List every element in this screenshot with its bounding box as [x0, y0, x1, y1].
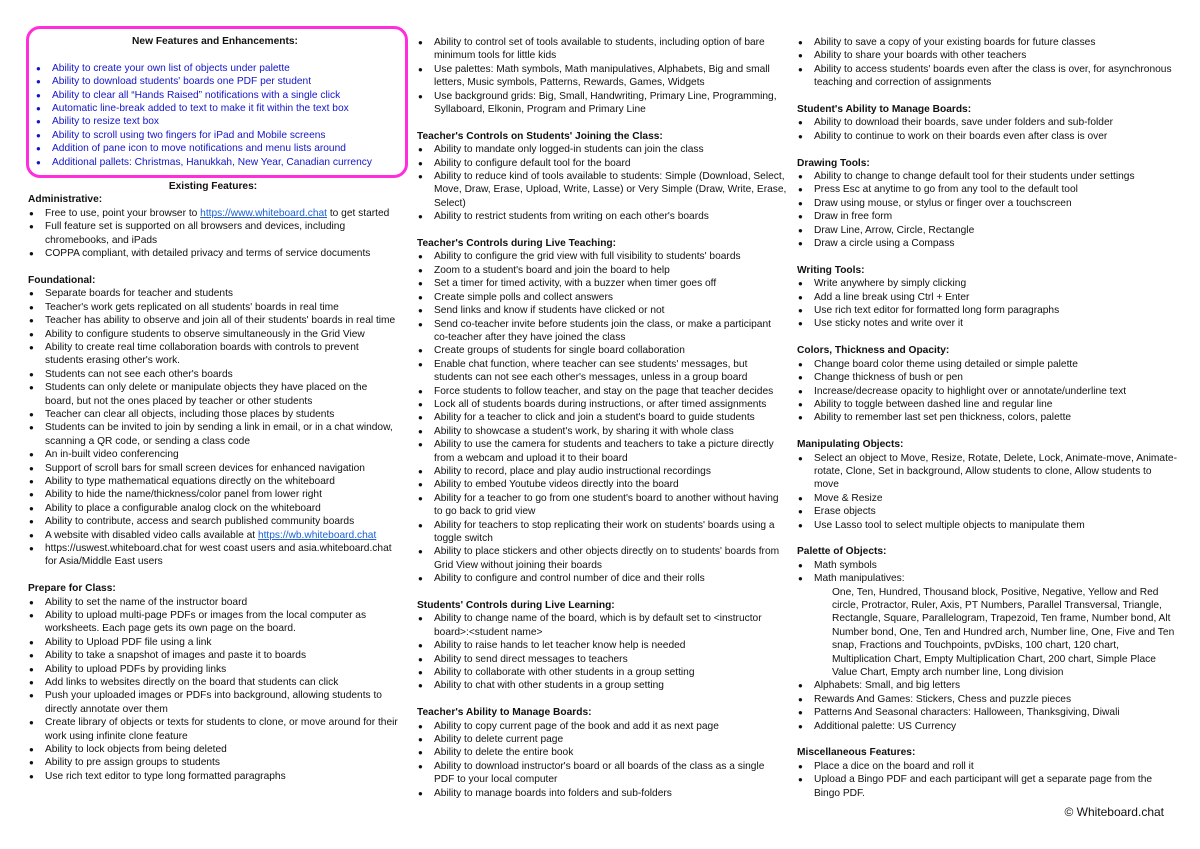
list-item: ● Ability to pre assign groups to students	[28, 756, 398, 769]
list-item: ● Students can be invited to join by sending a link in email, or in a chat window, scanning a QR code, or sending a class code	[28, 421, 398, 448]
section-title: Colors, Thickness and Opacity:	[797, 345, 950, 357]
list-item: ● Draw using mouse, or stylus or finger over a touchscreen	[797, 197, 1177, 210]
list-item: ● Create simple polls and collect answers	[417, 291, 787, 304]
list-item: ● Ability for teachers to stop replicating their work on students' boards using a toggle switch	[417, 519, 787, 546]
list-item: ● Ability to delete current page	[417, 733, 787, 746]
list-item: ● Ability to create real time collaboration boards with controls to prevent students erasing other's work.	[28, 341, 398, 368]
list-item: ● Draw in free form	[797, 210, 1177, 223]
list-item: ● Ability to clear all “Hands Raised” notifications with a single click	[35, 89, 395, 102]
list-item: ● Ability to contribute, access and search published community boards	[28, 515, 398, 528]
section-foundational	[28, 274, 398, 569]
list-item: ● Students can only delete or manipulate objects they have placed on the board, but not the ones placed by teacher or other students	[28, 381, 398, 408]
column-right	[797, 36, 1177, 813]
wb-whiteboard-chat-link[interactable]: https://wb.whiteboard.chat	[257, 529, 377, 541]
list-item: ● Add a line break using Ctrl + Enter	[797, 291, 1177, 304]
list-item: ● Ability to Upload PDF file using a link	[28, 636, 398, 649]
list-item: ● Ability to remember last set pen thickness, colors, palette	[797, 411, 1177, 424]
list-item: ● Ability to use the camera for students and teachers to take a picture directly from a webcam and upload it to their board	[417, 438, 787, 465]
list-item: ● Draw a circle using a Compass	[797, 237, 1177, 250]
list-item: ● Free to use, point your browser to https://www.whiteboard.chat to get started	[28, 207, 398, 220]
list-item: ● Ability to scroll using two fingers for iPad and Mobile screens	[35, 129, 395, 142]
list-item: ● Math symbols	[797, 559, 1177, 572]
list-item: ● Ability to embed Youtube videos directly into the board	[417, 478, 787, 491]
copyright: © Whiteboard.chat	[1064, 805, 1164, 819]
list-item: ● Set a timer for timed activity, with a buzzer when timer goes off	[417, 277, 787, 290]
list-item: ● Draw Line, Arrow, Circle, Rectangle	[797, 224, 1177, 237]
manipulatives-list: One, Ten, Hundred, Thousand block, Positive, Negative, Yellow and Red circle, Protractor, Ruler, Axis, PT Numbers, Parallel Transversal, Triangle, Rectangle, Square, Parallelogram, Trapezoid, Ten frame, Number bond, Alt Number bond, One, Ten and Hundred arch, Number line, One, Five and Ten snap, Fractions and Touchpoints, pvDisks, 100 chart, 120 chart, Multiplication Chart, Empty Multiplication Chart, 200 chart, Simple Place Value Chart, Empty arch number line, Long division	[832, 586, 1175, 678]
section-title: Foundational:	[28, 274, 96, 286]
list-item: ● Ability to share your boards with other teachers	[797, 49, 1177, 62]
list-item: ● Ability to mandate only logged-in students can join the class	[417, 143, 787, 156]
section-title: Teacher's Controls on Students' Joining the Class:	[417, 130, 663, 142]
list-item: ● Ability to upload multi-page PDFs or images from the local computer as worksheets. Each page gets its own page on the board.	[28, 609, 398, 636]
list-item: ● Ability to collaborate with other students in a group setting	[417, 666, 787, 679]
list-item: ● Ability to set the name of the instructor board	[28, 596, 398, 609]
list-item: ● An in-built video conferencing	[28, 448, 398, 461]
list-item: ● Ability to copy current page of the book and add it as next page	[417, 720, 787, 733]
list-item: ● Send co-teacher invite before students join the class, or make a participant co-teacher after they have joined the class	[417, 318, 787, 345]
existing-features-title: Existing Features:	[168, 181, 258, 193]
list-item: ● Use rich text editor for formatted long form paragraphs	[797, 304, 1177, 317]
section-title: Teacher's Ability to Manage Boards:	[417, 707, 592, 719]
list-item: ● Use sticky notes and write over it	[797, 317, 1177, 330]
section-title: Miscellaneous Features:	[797, 747, 916, 759]
list-item: ● Add links to websites directly on the board that students can click	[28, 676, 398, 689]
list-item: ● Ability to control set of tools available to students, including option of bare minimum tools for little kids	[417, 36, 787, 63]
list-item: ● https://uswest.whiteboard.chat for west coast users and asia.whiteboard.chat for Asia/Middle East users	[28, 542, 398, 569]
new-features-title: New Features and Enhancements:	[132, 36, 298, 47]
list-item: ● Ability to restrict students from writing on each other's boards	[417, 210, 787, 223]
section-title: Drawing Tools:	[797, 157, 870, 169]
section-title: Teacher's Controls during Live Teaching:	[417, 238, 617, 250]
list-item: ● Additional palette: US Currency	[797, 720, 1177, 733]
list-item: ● Select an object to Move, Resize, Rotate, Delete, Lock, Animate-move, Animate-rotate, Clone, Set in background, Allow students to clone, Allow students to move	[797, 452, 1177, 492]
list-item: ● Push your uploaded images or PDFs into background, allowing students to directly annotate over them	[28, 689, 398, 716]
list-item: ● Ability to place stickers and other objects directly on to students' boards from Grid View without joining their boards	[417, 545, 787, 572]
list-item: ● Ability for a teacher to go from one student's board to another without having to go back to grid view	[417, 492, 787, 519]
section-title: Writing Tools:	[797, 264, 865, 276]
section-title: Manipulating Objects:	[797, 439, 904, 451]
list-item: ● Ability to resize text box	[35, 115, 395, 128]
list-item: ● Ability to lock objects from being deleted	[28, 743, 398, 756]
list-item: ● Ability to configure students to observe simultaneously in the Grid View	[28, 328, 398, 341]
list-item: ● Ability to download instructor's board or all boards of the class as a single PDF to your local computer	[417, 760, 787, 787]
new-features-list	[35, 62, 395, 169]
list-item: ● Teacher can clear all objects, including those places by students	[28, 408, 398, 421]
list-item: ● Ability for a teacher to click and join a student's board to guide students	[417, 411, 787, 424]
list-item: ● Patterns And Seasonal characters: Halloween, Thanksgiving, Diwali	[797, 706, 1177, 719]
column-left	[28, 26, 398, 797]
list-item: ● Ability to manage boards into folders and sub-folders	[417, 787, 787, 800]
list-item: ● Ability to save a copy of your existing boards for future classes	[797, 36, 1177, 49]
list-item: ● Lock all of students boards during instructions, or after timed assignments	[417, 398, 787, 411]
list-item: ● Ability to configure and control number of dice and their rolls	[417, 572, 787, 585]
list-item: ● Ability to showcase a student's work, by sharing it with whole class	[417, 425, 787, 438]
list-item: ● Change thickness of bush or pen	[797, 371, 1177, 384]
list-item: ● Create library of objects or texts for students to clone, or move around for their work using infinite clone feature	[28, 716, 398, 743]
list-item: ● COPPA compliant, with detailed privacy and terms of service documents	[28, 247, 398, 260]
list-item: ● Ability to create your own list of objects under palette	[35, 62, 395, 75]
list-item: ● Ability to hide the name/thickness/color panel from lower right	[28, 488, 398, 501]
list-item: ● Press Esc at anytime to go from any tool to the default tool	[797, 183, 1177, 196]
list-item: ● Zoom to a student's board and join the board to help	[417, 264, 787, 277]
list-item: ● Use Lasso tool to select multiple objects to manipulate them	[797, 519, 1177, 532]
section-colors-thickness	[797, 344, 1177, 424]
list-item: ● Ability to change to change default tool for their students under settings	[797, 170, 1177, 183]
new-features-box	[26, 26, 408, 178]
list-item: ● Ability to reduce kind of tools available to students: Simple (Download, Select, Move, Draw, Erase, Upload, Write, Lasse) or Very Simple (Draw, Write, Erase, Select)	[417, 170, 787, 210]
list-item: ● Ability to change name of the board, which is by default set to <instructor board>:<student name>	[417, 612, 787, 639]
list-item: ● Force students to follow teacher, and stay on the page that teacher decides	[417, 385, 787, 398]
section-palette-of-objects	[797, 545, 1177, 733]
list-item: ● Automatic line-break added to text to make it fit within the text box	[35, 102, 395, 115]
list-item: ● Additional pallets: Christmas, Hanukkah, New Year, Canadian currency	[35, 156, 395, 169]
list-item: ● Upload a Bingo PDF and each participant will get a separate page from the Bingo PDF.	[797, 773, 1177, 800]
section-title: Students' Controls during Live Learning:	[417, 600, 615, 612]
list-item: ● Ability to continue to work on their boards even after class is over	[797, 130, 1177, 143]
list-item: ● A website with disabled video calls available at https://wb.whiteboard.chat	[28, 529, 398, 542]
section-teacher-manage-boards	[417, 706, 787, 800]
list-item: ● Support of scroll bars for small screen devices for enhanced navigation	[28, 462, 398, 475]
list-item: ● Rewards And Games: Stickers, Chess and puzzle pieces	[797, 693, 1177, 706]
section-title: Palette of Objects:	[797, 546, 887, 558]
section-prepare-for-class	[28, 582, 398, 783]
section-title: Student's Ability to Manage Boards:	[797, 104, 972, 116]
list-item: ● Ability to take a snapshot of images and paste it to boards	[28, 649, 398, 662]
list-item: ● Ability to toggle between dashed line and regular line	[797, 398, 1177, 411]
list-item: ● Students can not see each other's boards	[28, 368, 398, 381]
list-item: ● Ability to send direct messages to teachers	[417, 653, 787, 666]
list-item: ● Separate boards for teacher and students	[28, 287, 398, 300]
list-item: ● Ability to place a configurable analog clock on the whiteboard	[28, 502, 398, 515]
section-administrative	[28, 193, 398, 260]
section-miscellaneous	[797, 746, 1177, 800]
list-item: ● Full feature set is supported on all browsers and devices, including chromebooks, and iPads	[28, 220, 398, 247]
list-item: ● Ability to record, place and play audio instructional recordings	[417, 465, 787, 478]
list-item: ● Enable chat function, where teacher can see students' messages, but students can not see each other's messages, unless in a group board	[417, 358, 787, 385]
list-item: ● Ability to raise hands to let teacher know help is needed	[417, 639, 787, 652]
list-item: ● Write anywhere by simply clicking	[797, 277, 1177, 290]
section-live-teaching	[417, 237, 787, 586]
column-middle	[417, 36, 787, 813]
list-item: ● Increase/decrease opacity to highlight over or annotate/underline text	[797, 385, 1177, 398]
list-item: ● Ability to upload PDFs by providing links	[28, 663, 398, 676]
section-manipulating-objects	[797, 438, 1177, 532]
list-item: ● Math manipulatives:	[797, 572, 1177, 585]
section-live-learning	[417, 599, 787, 693]
list-item: ● Change board color theme using detailed or simple palette	[797, 358, 1177, 371]
list-item: ● Place a dice on the board and roll it	[797, 760, 1177, 773]
list-item: ● Addition of pane icon to move notifications and menu lists around	[35, 142, 395, 155]
section-title: Prepare for Class:	[28, 583, 116, 595]
list-item: ● Ability to chat with other students in a group setting	[417, 679, 787, 692]
list-item: ● Alphabets: Small, and big letters	[797, 679, 1177, 692]
list-item: ● Move & Resize	[797, 492, 1177, 505]
section-student-manage-boards	[797, 103, 1177, 143]
list-item: ● Teacher's work gets replicated on all students' boards in real time	[28, 301, 398, 314]
whiteboard-chat-link[interactable]: https://www.whiteboard.chat	[200, 207, 327, 219]
section-drawing-tools	[797, 157, 1177, 251]
section-writing-tools	[797, 264, 1177, 331]
list-item: ● Send links and know if students have clicked or not	[417, 304, 787, 317]
list-item: ● Use palettes: Math symbols, Math manipulatives, Alphabets, Big and small letters, Music symbols, Patterns, Rewards, Games, Widgets	[417, 63, 787, 90]
list-item: ● Ability to configure the grid view with full visibility to students' boards	[417, 250, 787, 263]
list-item: ● Erase objects	[797, 505, 1177, 518]
list-item: ● Teacher has ability to observe and join all of their students' boards in real time	[28, 314, 398, 327]
list-item: ● Ability to type mathematical equations directly on the whiteboard	[28, 475, 398, 488]
list-item: ● Use rich text editor to type long formatted paragraphs	[28, 770, 398, 783]
list-item: ● Create groups of students for single board collaboration	[417, 344, 787, 357]
list-item: ● Ability to download students' boards one PDF per student	[35, 75, 395, 88]
list-item: ● Ability to delete the entire book	[417, 746, 787, 759]
section-title: Administrative:	[28, 194, 103, 206]
list-item: ● Ability to access students' boards even after the class is over, for asynchronous teaching and correction of assignments	[797, 63, 1177, 90]
section-joining-controls	[417, 130, 787, 224]
section-tools-intro	[417, 36, 787, 116]
list-item: ● Ability to configure default tool for the board	[417, 157, 787, 170]
list-item: ● Use background grids: Big, Small, Handwriting, Primary Line, Programming, Syllaboard, Elkonin, Program and Primary Line	[417, 90, 787, 117]
section-boards-intro	[797, 36, 1177, 90]
list-item: ● Ability to download their boards, save under folders and sub-folder	[797, 116, 1177, 129]
